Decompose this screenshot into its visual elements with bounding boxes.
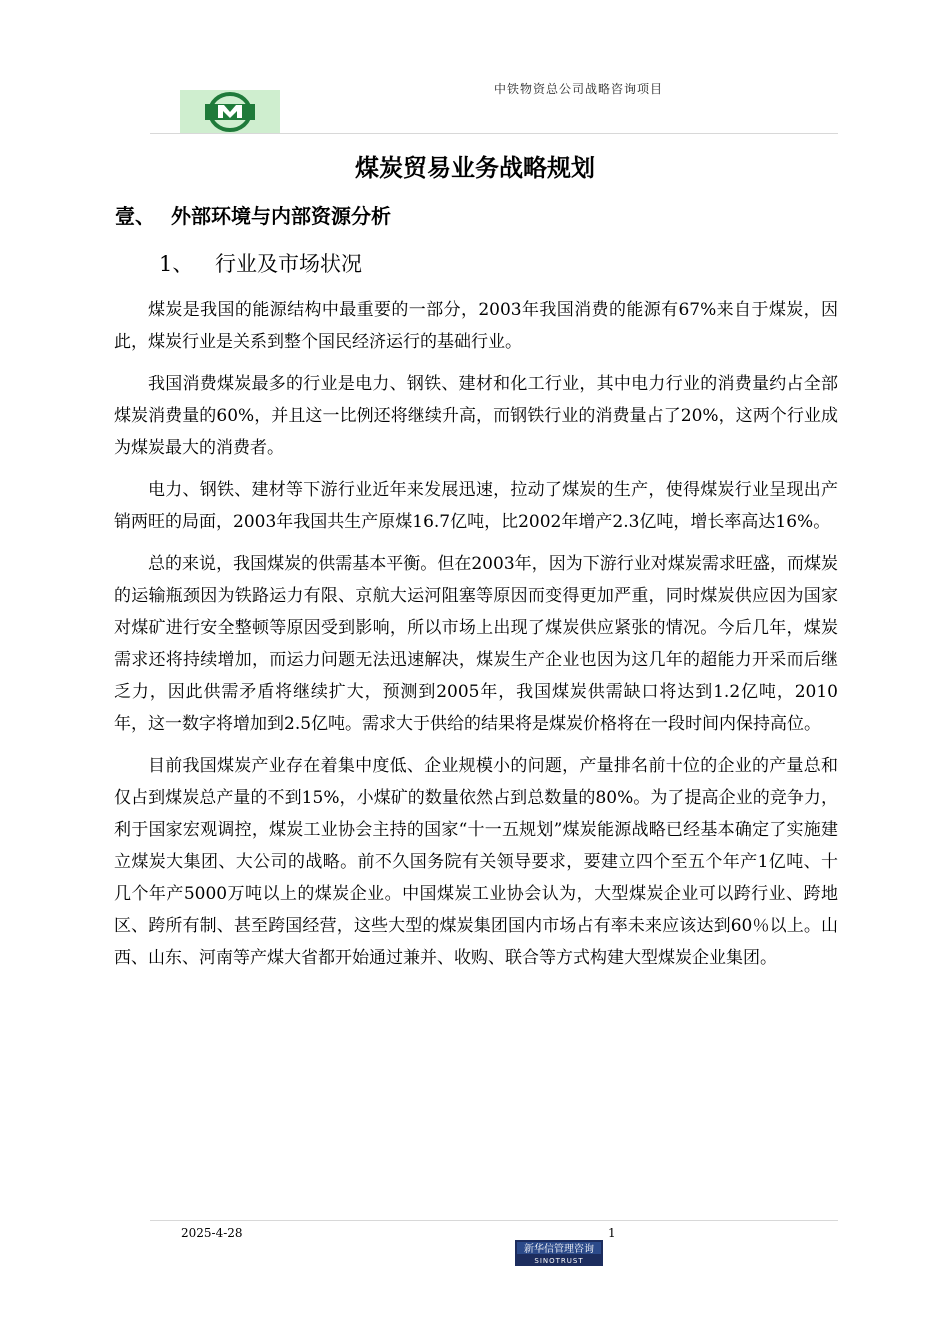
logo-text-en: SINOTRUST: [534, 1257, 584, 1265]
sinotrust-logo: [515, 1240, 603, 1266]
paragraph: 总的来说，我国煤炭的供需基本平衡。但在2003年，因为下游行业对煤炭需求旺盛，而煤炭的运输瓶颈因为铁路运力有限、京航大运河阻塞等原因而变得更加严重，同时煤炭供应因为国家对煤矿进行安全整顿等原因受到影响，所以市场上出现了煤炭供应紧张的情况。今后几年，煤炭需求还将持续增加，而运力问题无法迅速解决，煤炭生产企业也因为这几年的超能力开采而后继乏力，因此供需矛盾将继续扩大，预测到2005年，我国煤炭供需缺口将达到1.2亿吨，2010年，这一数字将增加到2.5亿吨。需求大于供给的结果将是煤炭价格将在一段时间内保持高位。: [114, 554, 838, 734]
footer-divider: [150, 1220, 838, 1221]
subsection-title: 行业及市场状况: [215, 252, 362, 276]
company-m-logo-icon: [180, 90, 280, 134]
header-divider: [150, 133, 838, 134]
section-number: 壹、: [115, 204, 155, 228]
paragraph: 电力、钢铁、建材等下游行业近年来发展迅速，拉动了煤炭的生产，使得煤炭行业呈现出产销两旺的局面，2003年我国共生产原煤16.7亿吨，比2002年增产2.3亿吨，增长率高达16%。: [114, 480, 838, 532]
header-project-name: 中铁物资总公司战略咨询项目: [494, 82, 664, 96]
body-content: [114, 294, 838, 984]
paragraph: 我国消费煤炭最多的行业是电力、钢铁、建材和化工行业，其中电力行业的消费量约占全部煤炭消费量的60%，并且这一比例还将继续升高，而钢铁行业的消费量占了20%，这两个行业成为煤炭最大的消费者。: [114, 374, 838, 458]
section-heading: [115, 200, 391, 229]
page-number: 1: [608, 1226, 616, 1240]
company-logo: [180, 90, 280, 134]
paragraph: 目前我国煤炭产业存在着集中度低、企业规模小的问题，产量排名前十位的企业的产量总和仅占到煤炭总产量的不到15%，小煤矿的数量依然占到总数量的80%。为了提高企业的竞争力，利于国家宏观调控，煤炭工业协会主持的国家“十一五规划”煤炭能源战略已经基本确定了实施建立煤炭大集团、大公司的战略。前不久国务院有关领导要求，要建立四个至五个年产1亿吨、十几个年产5000万吨以上的煤炭企业。中国煤炭工业协会认为，大型煤炭企业可以跨行业、跨地区、跨所有制、甚至跨国经营，这些大型的煤炭集团国内市场占有率未来应该达到60％以上。山西、山东、河南等产煤大省都开始通过兼并、收购、联合等方式构建大型煤炭企业集团。: [114, 756, 838, 968]
subsection-heading: [159, 248, 362, 278]
section-title: 外部环境与内部资源分析: [171, 204, 391, 228]
footer-date: 2025-4-28: [181, 1226, 243, 1240]
paragraph: 煤炭是我国的能源结构中最重要的一部分，2003年我国消费的能源有67%来自于煤炭，因此，煤炭行业是关系到整个国民经济运行的基础行业。: [114, 300, 838, 352]
page-title: 煤炭贸易业务战略规划: [355, 153, 595, 182]
logo-text-cn: 新华信管理咨询: [524, 1244, 594, 1255]
subsection-number: 1、: [159, 252, 194, 276]
